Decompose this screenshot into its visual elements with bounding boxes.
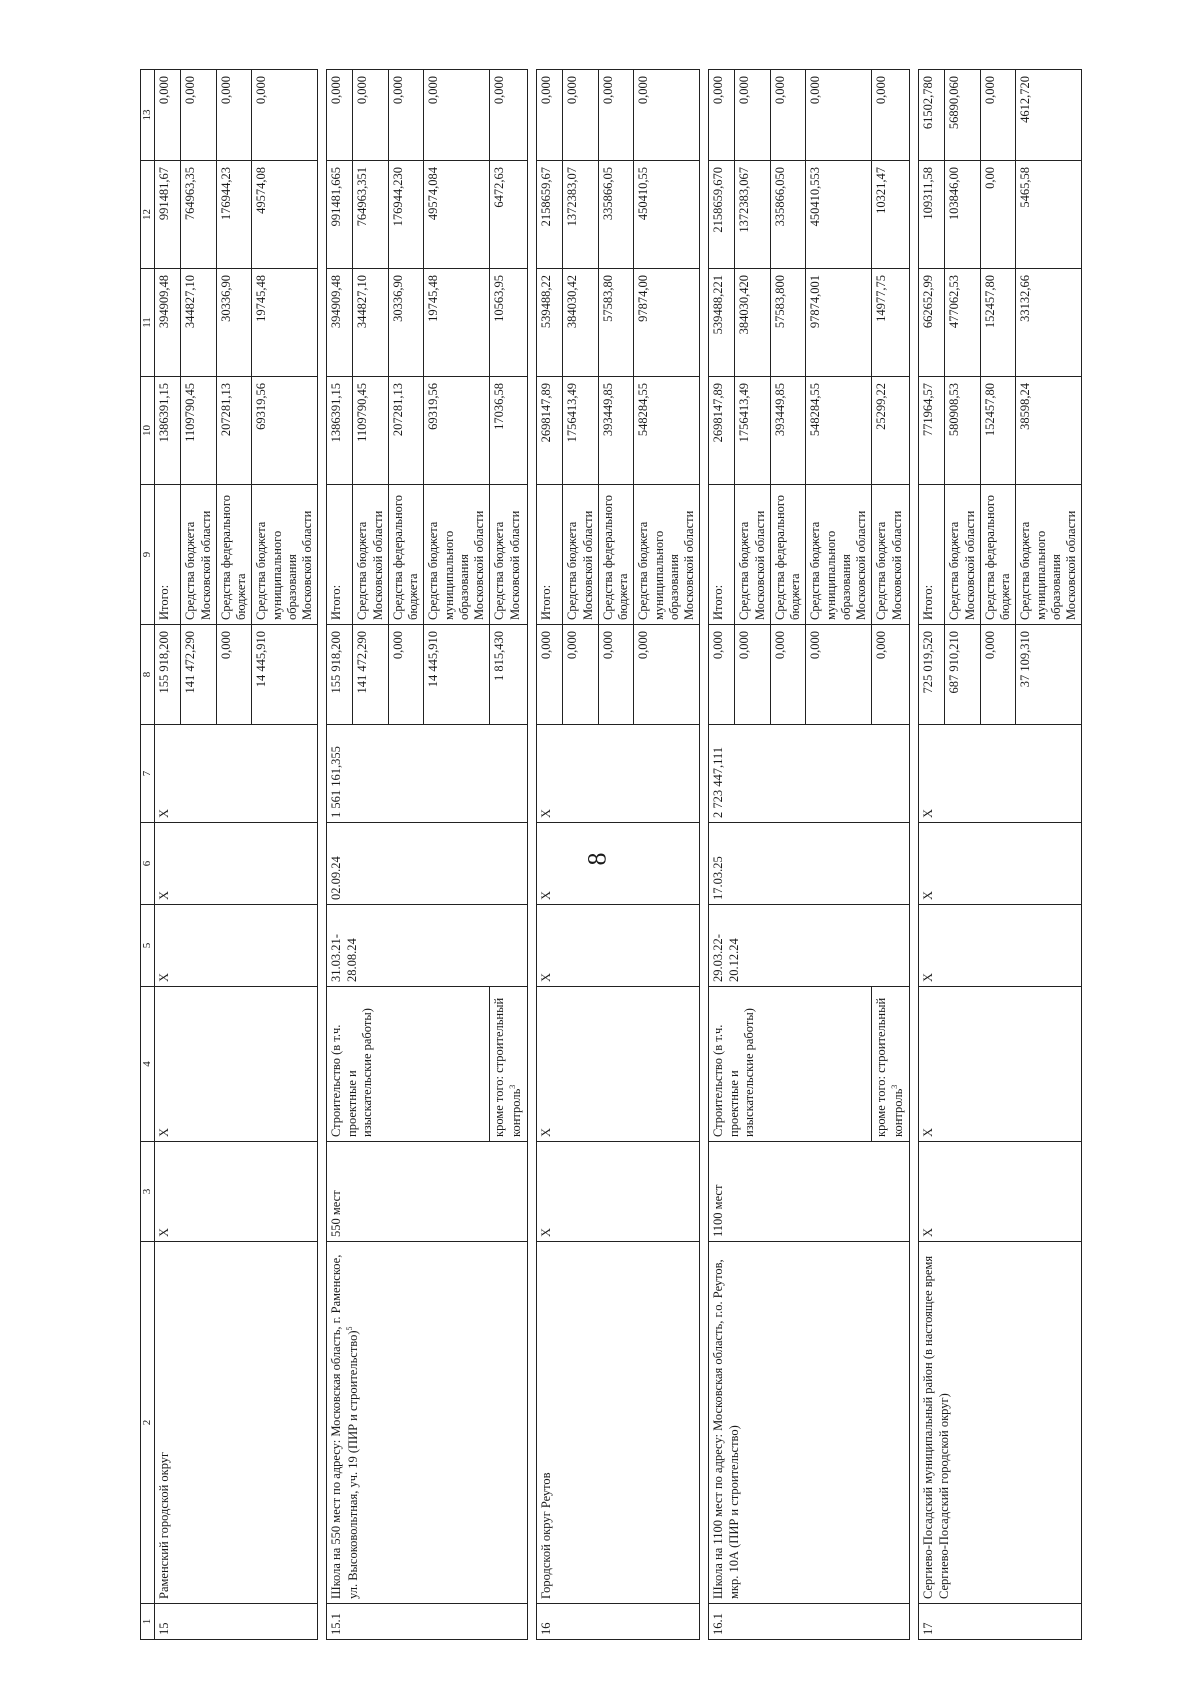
value-col11: 14977,75 [872, 269, 910, 377]
estimated-cost: X [155, 725, 318, 823]
value-col10: 1756413,49 [735, 377, 771, 485]
value-col10: 25299,22 [872, 377, 910, 485]
row-number: 16.1 [709, 1604, 910, 1640]
construction-period: X [155, 905, 318, 987]
value-col13: 0,000 [872, 70, 910, 161]
financing-amount: 14 445,910 [252, 625, 318, 725]
value-col13: 0,000 [598, 70, 634, 161]
table-row [537, 70, 563, 1640]
work-type-text: кроме того: строительный контроль [492, 997, 523, 1137]
column-number: 7 [141, 725, 155, 823]
group-spacer [700, 70, 709, 1640]
column-number: 6 [141, 823, 155, 905]
financing-amount: 0,000 [735, 625, 771, 725]
estimated-cost: X [537, 725, 700, 823]
commission-date: 17.03.25 [709, 823, 910, 905]
value-col12: 335866,050 [770, 161, 806, 269]
value-col12: 2158659,67 [537, 161, 563, 269]
value-col10: 69319,56 [424, 377, 490, 485]
value-col11: 10563,95 [490, 269, 528, 377]
funding-source: Итого: [155, 485, 181, 625]
column-number: 5 [141, 905, 155, 987]
financing-amount: 0,000 [709, 625, 735, 725]
value-col10: 69319,56 [252, 377, 318, 485]
table-row [327, 70, 353, 1640]
value-col13: 0,000 [806, 70, 872, 161]
estimated-cost: X [919, 725, 1082, 823]
value-col12: 991481,67 [155, 161, 181, 269]
column-number: 11 [141, 269, 155, 377]
financing-amount: 0,000 [537, 625, 563, 725]
value-col13: 0,000 [252, 70, 318, 161]
value-col11: 384030,42 [563, 269, 599, 377]
object-name: Городской округ Реутов [537, 1242, 700, 1604]
value-col13: 0,000 [563, 70, 599, 161]
financing-amount: 725 019,520 [919, 625, 945, 725]
funding-source: Средства федерального бюджета [388, 485, 424, 625]
object-name: Сергиево-Посадский муниципальный район (в настоящее время Сергиево-Посадский городской округ) [919, 1242, 1082, 1604]
commission-date: X [537, 823, 700, 905]
value-col12: 764963,35 [181, 161, 217, 269]
value-col11: 394909,48 [327, 269, 353, 377]
value-col13: 0,000 [709, 70, 735, 161]
column-number: 8 [141, 625, 155, 725]
estimated-cost: 1 561 161,355 [327, 725, 528, 823]
value-col12: 176944,230 [388, 161, 424, 269]
commission-date: X [919, 823, 1082, 905]
column-number: 12 [141, 161, 155, 269]
value-col11: 57583,800 [770, 269, 806, 377]
value-col12: 2158659,670 [709, 161, 735, 269]
value-col11: 539488,221 [709, 269, 735, 377]
capacity: X [919, 1142, 1082, 1242]
funding-source: Средства бюджета Московской области [872, 485, 910, 625]
funding-source: Средства федерального бюджета [598, 485, 634, 625]
value-col11: 539488,22 [537, 269, 563, 377]
column-number: 2 [141, 1242, 155, 1604]
funding-source: Итого: [919, 485, 945, 625]
value-col13: 0,000 [216, 70, 252, 161]
object-name: Раменский городской округ [155, 1242, 318, 1604]
value-col13: 4612,720 [1016, 70, 1082, 161]
work-type-text: кроме того: строительный контроль [874, 997, 905, 1137]
value-col13: 0,000 [735, 70, 771, 161]
column-number: 9 [141, 485, 155, 625]
value-col10: 1756413,49 [563, 377, 599, 485]
value-col13: 61502,780 [919, 70, 945, 161]
group-spacer [318, 70, 327, 1640]
value-col11: 30336,90 [216, 269, 252, 377]
value-col10: 393449,85 [770, 377, 806, 485]
group-spacer-cell [910, 70, 919, 1640]
financing-amount: 0,000 [806, 625, 872, 725]
funding-source: Итого: [709, 485, 735, 625]
value-col11: 344827,10 [353, 269, 389, 377]
column-number: 13 [141, 70, 155, 161]
value-col10: 1109790,45 [353, 377, 389, 485]
column-number: 3 [141, 1142, 155, 1242]
value-col10: 1109790,45 [181, 377, 217, 485]
value-col12: 103846,00 [945, 161, 981, 269]
value-col10: 548284,55 [806, 377, 872, 485]
value-col10: 207281,13 [388, 377, 424, 485]
value-col13: 0,000 [490, 70, 528, 161]
construction-period: 29.03.22-20.12.24 [709, 905, 910, 987]
value-col12: 335866,05 [598, 161, 634, 269]
value-col13: 0,000 [634, 70, 700, 161]
financing-amount: 0,000 [216, 625, 252, 725]
value-col10: 548284,55 [634, 377, 700, 485]
value-col10: 771964,57 [919, 377, 945, 485]
value-col10: 2698147,89 [537, 377, 563, 485]
group-spacer [528, 70, 537, 1640]
row-number: 15 [155, 1604, 318, 1640]
value-col13: 0,000 [537, 70, 563, 161]
value-col12: 1372383,067 [735, 161, 771, 269]
value-col10: 38598,24 [1016, 377, 1082, 485]
financing-amount: 0,000 [980, 625, 1016, 725]
work-type: Строительство (в т.ч. проектные и изыскательские работы) [327, 987, 490, 1142]
table-row [709, 70, 735, 1640]
construction-period: X [919, 905, 1082, 987]
financing-amount: 687 910,210 [945, 625, 981, 725]
funding-source: Средства бюджета муниципального образования Московской области [1016, 485, 1082, 625]
value-col11: 344827,10 [181, 269, 217, 377]
object-name: Школа на 1100 мест по адресу: Московская область, г.о. Реутов, мкр. 10А (ПИР и строительство) [709, 1242, 910, 1604]
value-col13: 0,000 [424, 70, 490, 161]
value-col11: 662652,99 [919, 269, 945, 377]
footnote-mark: 5 [344, 1326, 354, 1331]
value-col11: 57583,80 [598, 269, 634, 377]
value-col12: 450410,55 [634, 161, 700, 269]
value-col13: 0,000 [181, 70, 217, 161]
funding-source: Средства бюджета муниципального образования Московской области [806, 485, 872, 625]
financing-amount: 0,000 [770, 625, 806, 725]
value-col12: 991481,665 [327, 161, 353, 269]
value-col13: 0,000 [770, 70, 806, 161]
value-col12: 109311,58 [919, 161, 945, 269]
value-col10: 2698147,89 [709, 377, 735, 485]
funding-source: Итого: [327, 485, 353, 625]
value-col13: 0,000 [353, 70, 389, 161]
financing-amount: 0,000 [563, 625, 599, 725]
estimated-cost: 2 723 447,111 [709, 725, 910, 823]
value-col13: 0,000 [980, 70, 1016, 161]
rotated-page [140, 70, 1079, 1640]
value-col12: 10321,47 [872, 161, 910, 269]
funding-source: Итого: [537, 485, 563, 625]
financing-amount: 155 918,200 [155, 625, 181, 725]
row-number: 17 [919, 1604, 1082, 1640]
financing-amount: 0,000 [388, 625, 424, 725]
funding-source: Средства бюджета Московской области [353, 485, 389, 625]
capacity: X [537, 1142, 700, 1242]
commission-date: X [155, 823, 318, 905]
value-col11: 97874,00 [634, 269, 700, 377]
page-number: 8 [582, 852, 612, 866]
financing-amount: 0,000 [634, 625, 700, 725]
financing-amount: 0,000 [598, 625, 634, 725]
group-spacer-cell [528, 70, 537, 1640]
value-col12: 49574,08 [252, 161, 318, 269]
work-type: X [919, 987, 1082, 1142]
funding-source: Средства федерального бюджета [980, 485, 1016, 625]
financing-amount: 37 109,310 [1016, 625, 1082, 725]
financing-amount: 141 472,290 [181, 625, 217, 725]
financing-table [140, 69, 1082, 1640]
value-col11: 19745,48 [252, 269, 318, 377]
value-col11: 97874,001 [806, 269, 872, 377]
value-col13: 56890,060 [945, 70, 981, 161]
capacity: X [155, 1142, 318, 1242]
value-col13: 0,000 [327, 70, 353, 161]
construction-period: X [537, 905, 700, 987]
capacity: 1100 мест [709, 1142, 910, 1242]
value-col12: 0,00 [980, 161, 1016, 269]
work-type-control [872, 987, 910, 1142]
funding-source: Средства бюджета Московской области [735, 485, 771, 625]
column-number: 1 [141, 1604, 155, 1640]
value-col11: 477062,53 [945, 269, 981, 377]
row-number: 16 [537, 1604, 700, 1640]
value-col10: 1386391,15 [155, 377, 181, 485]
value-col12: 450410,553 [806, 161, 872, 269]
value-col12: 176944,23 [216, 161, 252, 269]
object-name-text: Школа на 550 мест по адресу: Московская область, г. Раменское, ул. Высоковольтная, уч. 19 (ПИР и строительство) [329, 1254, 360, 1599]
value-col10: 393449,85 [598, 377, 634, 485]
value-col12: 5465,58 [1016, 161, 1082, 269]
value-col10: 207281,13 [216, 377, 252, 485]
table-row [155, 70, 181, 1640]
value-col11: 394909,48 [155, 269, 181, 377]
work-type: Строительство (в т.ч. проектные и изыскательские работы) [709, 987, 872, 1142]
group-spacer [910, 70, 919, 1640]
value-col12: 764963,351 [353, 161, 389, 269]
financing-amount: 0,000 [872, 625, 910, 725]
work-type: X [537, 987, 700, 1142]
funding-source: Средства бюджета Московской области [945, 485, 981, 625]
financing-amount: 141 472,290 [353, 625, 389, 725]
column-number: 10 [141, 377, 155, 485]
column-number: 4 [141, 987, 155, 1142]
financing-amount: 155 918,200 [327, 625, 353, 725]
value-col10: 17036,58 [490, 377, 528, 485]
value-col11: 384030,420 [735, 269, 771, 377]
table-row [919, 70, 945, 1640]
value-col11: 30336,90 [388, 269, 424, 377]
value-col12: 6472,63 [490, 161, 528, 269]
group-spacer-cell [318, 70, 327, 1640]
value-col13: 0,000 [155, 70, 181, 161]
commission-date: 02.09.24 [327, 823, 528, 905]
funding-source: Средства бюджета Московской области [181, 485, 217, 625]
value-col12: 49574,084 [424, 161, 490, 269]
funding-source: Средства бюджета Московской области [563, 485, 599, 625]
value-col10: 580908,53 [945, 377, 981, 485]
footnote-mark: 3 [889, 1084, 899, 1089]
value-col10: 1386391,15 [327, 377, 353, 485]
work-type-control [490, 987, 528, 1142]
value-col10: 152457,80 [980, 377, 1016, 485]
funding-source: Средства федерального бюджета [770, 485, 806, 625]
funding-source: Средства бюджета Московской области [490, 485, 528, 625]
value-col12: 1372383,07 [563, 161, 599, 269]
value-col11: 19745,48 [424, 269, 490, 377]
funding-source: Средства федерального бюджета [216, 485, 252, 625]
funding-source: Средства бюджета муниципального образования Московской области [252, 485, 318, 625]
work-type: X [155, 987, 318, 1142]
value-col13: 0,000 [388, 70, 424, 161]
financing-amount: 1 815,430 [490, 625, 528, 725]
group-spacer-cell [700, 70, 709, 1640]
object-name [327, 1242, 528, 1604]
funding-source: Средства бюджета муниципального образования Московской области [424, 485, 490, 625]
footnote-mark: 3 [507, 1084, 517, 1089]
value-col11: 152457,80 [980, 269, 1016, 377]
table-area [140, 70, 1079, 1640]
capacity: 550 мест [327, 1142, 528, 1242]
row-number: 15.1 [327, 1604, 528, 1640]
funding-source: Средства бюджета муниципального образования Московской области [634, 485, 700, 625]
value-col11: 33132,66 [1016, 269, 1082, 377]
column-number-row [141, 70, 155, 1640]
construction-period: 31.03.21-28.08.24 [327, 905, 528, 987]
financing-amount: 14 445,910 [424, 625, 490, 725]
